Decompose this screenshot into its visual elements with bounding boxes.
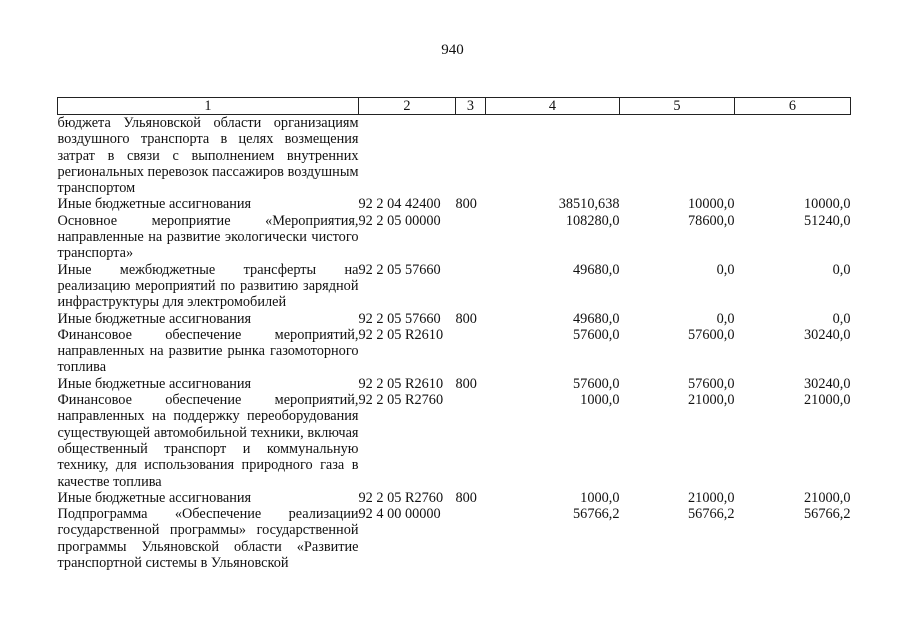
row-value-5: 0,0	[716, 310, 735, 327]
row-expense-type: 800	[455, 489, 477, 506]
row-expense-type: 800	[455, 375, 477, 392]
row-value-4: 56766,2	[573, 506, 620, 523]
row-value-6	[735, 115, 851, 197]
column-header-5: 5	[620, 98, 735, 115]
row-value-5	[620, 115, 735, 197]
row-name: Иные бюджетные ассигнования	[57, 489, 252, 506]
row-name: Финансовое обеспечение мероприятий, направленных на поддержку переоборудования существующей автомобильной техники, включая общественный транспорт и коммунальную технику, для использования природного газа в качестве топлива	[57, 392, 359, 490]
row-expense-type	[456, 327, 486, 376]
column-header-2: 2	[359, 98, 456, 115]
row-code: 92 2 05 R2760	[358, 392, 444, 409]
table-row	[58, 376, 851, 392]
row-code: 92 2 05 R2610	[358, 375, 444, 392]
header-row	[58, 98, 851, 115]
table-row	[58, 213, 851, 262]
row-value-6: 10000,0	[804, 196, 851, 213]
table-row	[58, 327, 851, 376]
table-body	[58, 115, 851, 572]
row-code: 92 4 00 00000	[358, 506, 441, 523]
table-row	[58, 392, 851, 490]
row-value-5: 57600,0	[688, 326, 735, 343]
row-name: Иные бюджетные ассигнования	[57, 375, 252, 392]
row-expense-type: 800	[455, 310, 477, 327]
column-header-1: 1	[58, 98, 359, 115]
row-value-4: 1000,0	[580, 392, 620, 409]
row-expense-type	[456, 115, 486, 197]
row-value-5: 78600,0	[688, 212, 735, 229]
row-value-6: 30240,0	[804, 326, 851, 343]
row-value-4: 1000,0	[580, 489, 620, 506]
row-value-6: 0,0	[832, 261, 851, 278]
row-value-4: 49680,0	[573, 261, 620, 278]
row-name: бюджета Ульяновской области организациям воздушного транспорта в целях возмещения затрат в связи с выполнением внутренних региональных перевозок пассажиров воздушным транспортом	[57, 115, 359, 197]
row-value-4	[486, 115, 620, 197]
table-row	[58, 115, 851, 197]
column-header-3: 3	[456, 98, 486, 115]
row-value-5: 21000,0	[688, 392, 735, 409]
row-value-4: 108280,0	[565, 212, 620, 229]
row-value-6: 30240,0	[804, 375, 851, 392]
row-expense-type	[456, 213, 486, 262]
column-header-4: 4	[486, 98, 620, 115]
row-name: Подпрограмма «Обеспечение реализации государственной программы» государственной программы Ульяновской области «Развитие транспортной системы в Ульяновской	[57, 506, 359, 572]
row-value-6: 21000,0	[804, 489, 851, 506]
row-value-5: 0,0	[716, 261, 735, 278]
row-expense-type: 800	[455, 196, 477, 213]
page-number: 940	[441, 42, 464, 58]
row-value-6: 21000,0	[804, 392, 851, 409]
row-value-5: 56766,2	[688, 506, 735, 523]
row-value-4: 57600,0	[573, 375, 620, 392]
table-row	[58, 506, 851, 571]
row-expense-type	[456, 262, 486, 311]
table-row	[58, 311, 851, 327]
table-row	[58, 262, 851, 311]
row-value-6: 51240,0	[804, 212, 851, 229]
row-value-4: 38510,638	[558, 196, 620, 213]
row-code: 92 2 04 42400	[358, 196, 441, 213]
budget-table	[57, 97, 851, 571]
row-name: Основное мероприятие «Мероприятия, направленные на развитие экологически чистого транспорта»	[57, 212, 359, 262]
row-code: 92 2 05 R2760	[358, 489, 444, 506]
row-code: 92 2 05 00000	[358, 212, 441, 229]
row-name: Иные бюджетные ассигнования	[57, 196, 252, 213]
row-expense-type	[456, 506, 486, 571]
table-header	[58, 98, 851, 115]
row-value-5: 21000,0	[688, 489, 735, 506]
row-value-6: 0,0	[832, 310, 851, 327]
row-code: 92 2 05 57660	[358, 261, 441, 278]
row-expense-type	[456, 392, 486, 490]
row-value-4: 49680,0	[573, 310, 620, 327]
table-row	[58, 196, 851, 212]
row-name: Иные бюджетные ассигнования	[57, 310, 252, 327]
row-code: 92 2 05 57660	[358, 310, 441, 327]
row-code: 92 2 05 R2610	[358, 326, 444, 343]
row-value-5: 57600,0	[688, 375, 735, 392]
row-name: Финансовое обеспечение мероприятий, направленных на развитие рынка газомоторного топлива	[57, 326, 359, 376]
column-header-6: 6	[735, 98, 851, 115]
row-value-5: 10000,0	[688, 196, 735, 213]
row-value-6: 56766,2	[804, 506, 851, 523]
row-code	[359, 115, 456, 197]
row-value-4: 57600,0	[573, 326, 620, 343]
table-row	[58, 490, 851, 506]
row-name: Иные межбюджетные трансферты на реализацию мероприятий по развитию зарядной инфраструктуры для электромобилей	[57, 261, 359, 311]
